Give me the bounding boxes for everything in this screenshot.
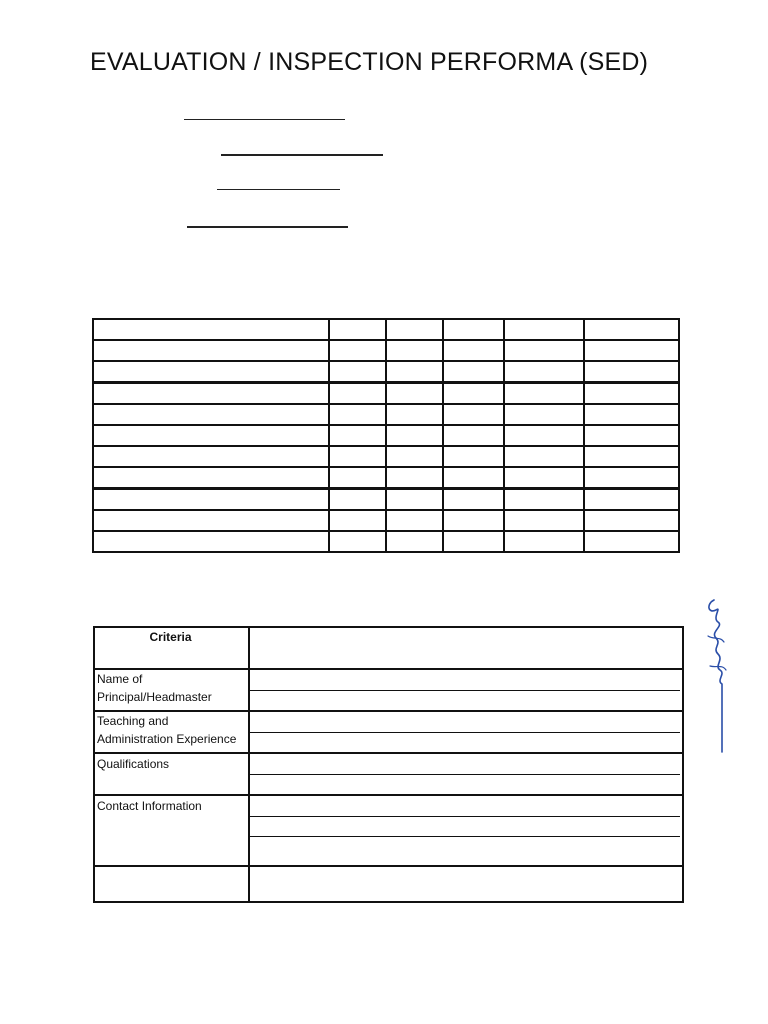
grid-row [93, 361, 679, 383]
grid-cell[interactable] [93, 404, 329, 425]
grid-cell[interactable] [93, 467, 329, 489]
grid-cell[interactable] [329, 446, 386, 467]
grid-cell[interactable] [329, 425, 386, 446]
grid-cell[interactable] [584, 319, 679, 340]
grid-cell[interactable] [93, 531, 329, 552]
grid-cell[interactable] [443, 340, 504, 361]
field-line[interactable] [250, 816, 680, 817]
grid-cell[interactable] [504, 319, 584, 340]
grid-row [93, 446, 679, 467]
grid-cell[interactable] [443, 425, 504, 446]
grid-cell[interactable] [93, 361, 329, 383]
grid-row [93, 425, 679, 446]
grid-cell[interactable] [93, 510, 329, 531]
grid-cell[interactable] [504, 383, 584, 405]
grid-cell[interactable] [329, 510, 386, 531]
row-divider [93, 794, 682, 796]
grid-cell[interactable] [584, 467, 679, 489]
grid-cell[interactable] [386, 467, 443, 489]
grid-cell[interactable] [584, 425, 679, 446]
grid-cell[interactable] [443, 531, 504, 552]
grid-row [93, 489, 679, 511]
grid-cell[interactable] [584, 361, 679, 383]
grid-cell[interactable] [443, 404, 504, 425]
table-border-bottom [93, 901, 682, 903]
grid-cell[interactable] [329, 340, 386, 361]
grid-cell[interactable] [386, 340, 443, 361]
grid-row [93, 383, 679, 405]
criteria-header: Criteria [149, 630, 192, 644]
blank-line-4[interactable] [187, 226, 348, 228]
grid-cell[interactable] [386, 425, 443, 446]
grid-row [93, 510, 679, 531]
field-line[interactable] [250, 774, 680, 775]
row-divider [93, 752, 682, 754]
grid-cell[interactable] [443, 361, 504, 383]
grid-cell[interactable] [329, 319, 386, 340]
grid-cell[interactable] [504, 446, 584, 467]
grid-cell[interactable] [329, 383, 386, 405]
grid-cell[interactable] [93, 319, 329, 340]
grid-cell[interactable] [504, 489, 584, 511]
grid-cell[interactable] [329, 404, 386, 425]
grid-cell[interactable] [386, 489, 443, 511]
grid-cell[interactable] [584, 489, 679, 511]
blank-line-2[interactable] [221, 154, 383, 156]
criteria-table [93, 626, 682, 903]
grid-cell[interactable] [584, 383, 679, 405]
grid-cell[interactable] [504, 531, 584, 552]
evaluation-grid [92, 318, 680, 553]
grid-cell[interactable] [443, 446, 504, 467]
label-qualifications: Qualifications [97, 757, 170, 771]
grid-cell[interactable] [93, 340, 329, 361]
grid-row [93, 467, 679, 489]
grid-cell[interactable] [329, 489, 386, 511]
grid-cell[interactable] [443, 383, 504, 405]
label-principal-name: Name of Principal/Headmaster [97, 672, 212, 704]
grid-cell[interactable] [584, 531, 679, 552]
grid-cell[interactable] [443, 489, 504, 511]
grid-row [93, 340, 679, 361]
grid-row [93, 319, 679, 340]
grid-cell[interactable] [386, 361, 443, 383]
table-border-top [93, 626, 682, 628]
grid-cell[interactable] [584, 510, 679, 531]
label-contact-information: Contact Information [97, 799, 202, 813]
grid-cell[interactable] [584, 340, 679, 361]
signature-mark [702, 596, 736, 756]
grid-cell[interactable] [386, 319, 443, 340]
grid-cell[interactable] [386, 446, 443, 467]
grid-cell[interactable] [504, 361, 584, 383]
grid-cell[interactable] [443, 467, 504, 489]
grid-cell[interactable] [93, 425, 329, 446]
grid-cell[interactable] [329, 361, 386, 383]
grid-cell[interactable] [386, 510, 443, 531]
grid-cell[interactable] [93, 446, 329, 467]
field-line[interactable] [250, 836, 680, 837]
grid-cell[interactable] [584, 446, 679, 467]
grid-cell[interactable] [329, 531, 386, 552]
grid-cell[interactable] [443, 319, 504, 340]
row-divider [93, 865, 682, 867]
grid-cell[interactable] [386, 383, 443, 405]
grid-cell[interactable] [504, 404, 584, 425]
grid-cell[interactable] [386, 404, 443, 425]
grid-cell[interactable] [93, 383, 329, 405]
grid-cell[interactable] [386, 531, 443, 552]
grid-cell[interactable] [504, 510, 584, 531]
document-title: EVALUATION / INSPECTION PERFORMA (SED) [90, 48, 649, 76]
grid-row [93, 531, 679, 552]
grid-row [93, 404, 679, 425]
grid-cell[interactable] [329, 467, 386, 489]
grid-cell[interactable] [93, 489, 329, 511]
blank-line-3[interactable] [217, 189, 340, 190]
grid-cell[interactable] [504, 340, 584, 361]
label-experience: Teaching and Administration Experience [97, 714, 237, 746]
grid-cell[interactable] [584, 404, 679, 425]
grid-cell[interactable] [443, 510, 504, 531]
grid-cell[interactable] [504, 425, 584, 446]
grid-cell[interactable] [504, 467, 584, 489]
blank-line-1[interactable] [184, 119, 345, 120]
field-line[interactable] [250, 732, 680, 733]
field-line[interactable] [250, 690, 680, 691]
